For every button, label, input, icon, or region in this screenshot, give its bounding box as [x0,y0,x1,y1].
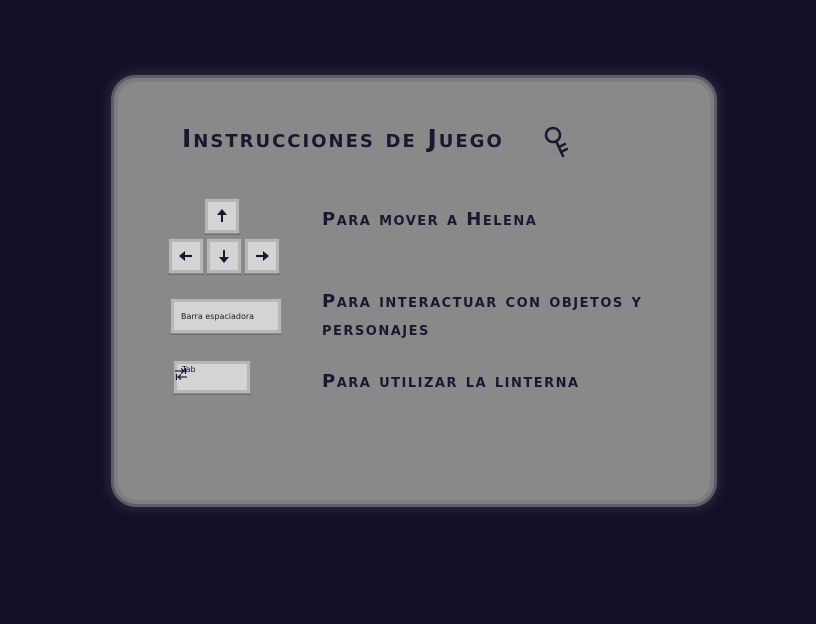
arrow-right-icon [255,250,269,262]
arrow-up-icon [216,209,228,223]
arrow-right-key [244,238,280,274]
lantern-instruction: Para utilizar la linterna [322,371,580,392]
spacebar-key [170,298,282,334]
arrow-left-key [168,238,204,274]
interact-instruction: Para interactuar con objetos y personajes [322,291,643,340]
key-icon [544,126,574,160]
arrow-up-key [204,198,240,234]
tab-arrows-icon [175,367,187,381]
tab-key [173,360,251,394]
tab-label: Tab [182,365,196,374]
move-instruction: Para mover a Helena [322,209,538,230]
arrow-left-icon [179,250,193,262]
spacebar-label: Barra espaciadora [181,312,255,321]
arrow-down-icon [218,249,230,263]
arrow-down-key [206,238,242,274]
instructions-panel [118,82,710,500]
page-title: Instrucciones de Juego [182,124,504,153]
